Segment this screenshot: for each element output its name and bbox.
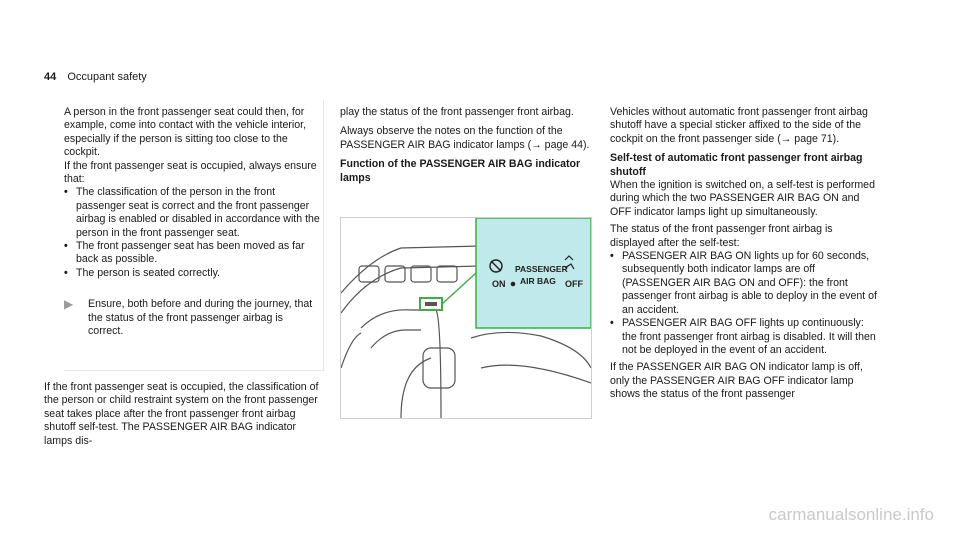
paragraph: If the front passenger seat is occupied, the classification of the person or child restraint system on the front passenger seat takes place after the front passenger front airbag shutoff self-test. The PASSENGER AIR BAG indicator lamps dis-: [44, 381, 319, 447]
paragraph: A person in the front passenger seat could then, for example, come into contact with the vehicle interior, especially if the person is sitting too close to the cockpit.: [64, 106, 307, 159]
column-1-continued: [44, 381, 324, 448]
section-title: Occupant safety: [67, 71, 147, 83]
bullet-icon: •: [64, 186, 68, 199]
list-item: • The classification of the person in the front passenger seat is correct and the front passenger airbag is enabled or disabled in accordance with the person in the front passenger seat.: [64, 186, 320, 239]
paragraph: play the status of the front passenger front airbag.: [340, 106, 574, 118]
column-1: [64, 106, 320, 339]
list-item: • The front passenger seat has been moved as far back as possible.: [64, 240, 305, 266]
paragraph: When the ignition is switched on, a self-test is performed during which the two PASSENGER AIR BAG ON and OFF indicator lamps light up simultaneously.: [610, 179, 875, 218]
watermark: carmanualsonline.info: [768, 505, 934, 524]
list-item: • The person is seated correctly.: [64, 266, 221, 279]
column-3: [610, 106, 880, 402]
cockpit-illustration: [341, 218, 591, 418]
label-passenger: PASSENGER: [515, 264, 568, 274]
list-item: • PASSENGER AIR BAG OFF lights up continuously: the front passenger front airbag is disabled. It will then not be deployed in the event of an accident.: [610, 317, 876, 356]
list-item: • PASSENGER AIR BAG ON lights up for 60 seconds, subsequently both indicator lamps are off (PASSENGER AIR BAG ON and OFF): the front passenger front airbag is able to deploy in the event of an accident.: [610, 250, 878, 316]
hint-text: Ensure, both before and during the journey, that the status of the front passenger airbag is correct.: [88, 298, 313, 338]
page-number: 44: [44, 71, 57, 83]
hint: [64, 298, 320, 338]
label-airbag: AIR BAG: [520, 276, 556, 286]
indicator-lamp-figure: [340, 217, 592, 419]
paragraph: The status of the front passenger front airbag is displayed after the self-test:: [610, 223, 833, 249]
paragraph: Vehicles without automatic front passenger front airbag shutoff have a special sticker affixed to the side of the cockpit on the front passenger side (→ page 71).: [610, 106, 868, 145]
label-on: ON: [492, 279, 506, 289]
paragraph: If the front passenger seat is occupied, always ensure that:: [64, 159, 317, 186]
column-2: [340, 106, 590, 185]
bullet-icon: •: [610, 317, 614, 330]
paragraph: Always observe the notes on the function of the PASSENGER AIR BAG indicator lamps (→ page 44).: [340, 125, 590, 151]
bullet-icon: •: [64, 266, 68, 279]
section-heading: Self-test of automatic front passenger front airbag shutoff: [610, 152, 863, 178]
arrow-icon: ▶: [64, 297, 74, 312]
page-header: [44, 71, 147, 83]
paragraph: If the PASSENGER AIR BAG ON indicator lamp is off, only the PASSENGER AIR BAG OFF indicator lamp shows the status of the front passenger: [610, 361, 863, 401]
label-off: OFF: [565, 279, 583, 289]
bullet-icon: •: [64, 240, 68, 253]
bullet-icon: •: [610, 250, 614, 263]
section-heading: Function of the PASSENGER AIR BAG indicator lamps: [340, 158, 581, 184]
